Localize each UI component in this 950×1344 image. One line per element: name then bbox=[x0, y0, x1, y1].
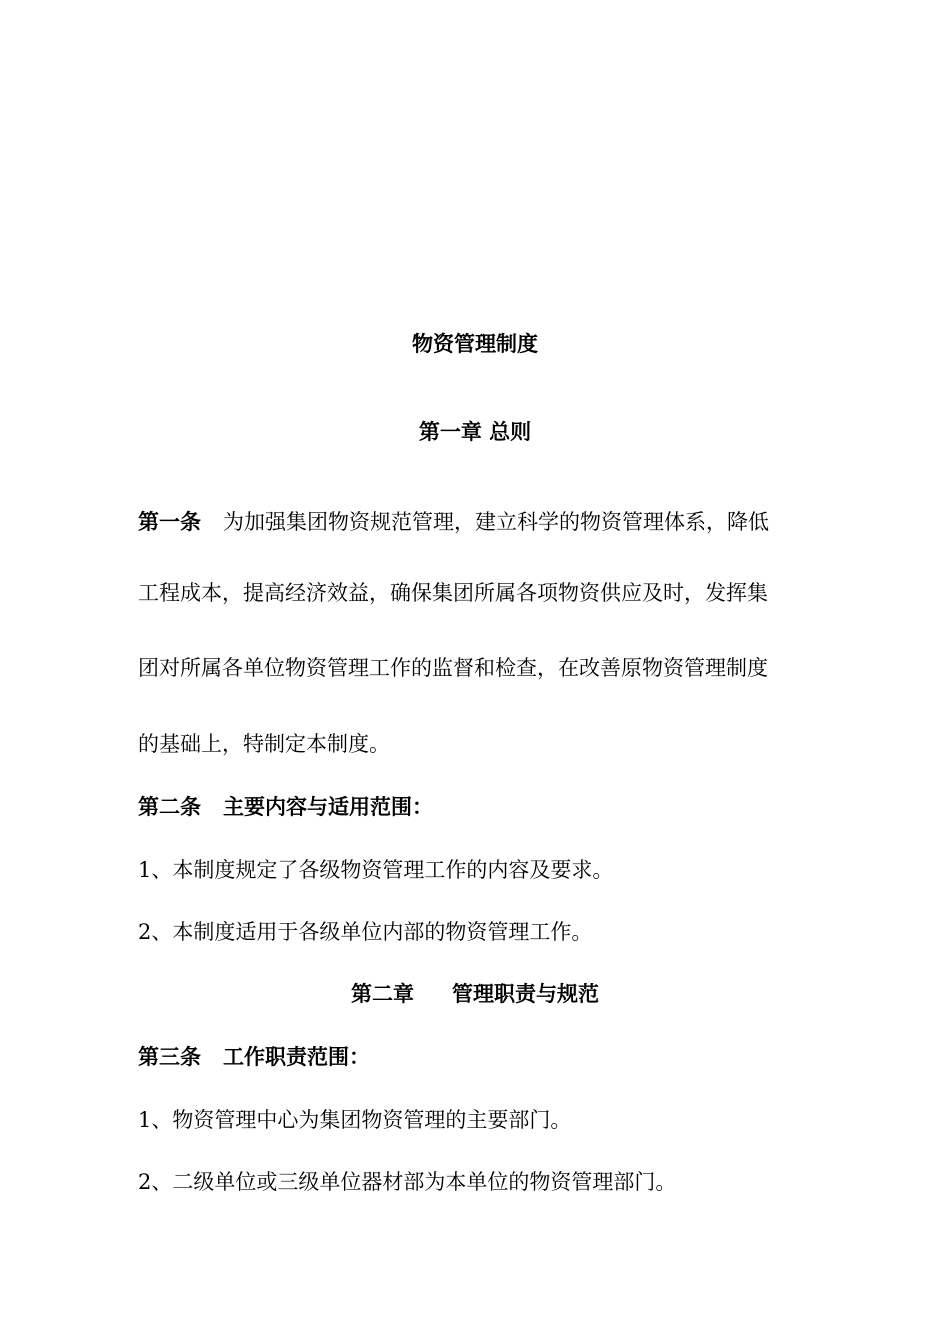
chapter-1-title: 总则 bbox=[489, 419, 532, 444]
article-3-label: 第三条 bbox=[138, 1044, 201, 1069]
article-1-line-3: 团对所属各单位物资管理工作的监督和检查，在改善原物资管理制度 bbox=[138, 656, 768, 680]
article-2-heading bbox=[138, 792, 818, 822]
chapter-2-heading bbox=[0, 979, 950, 1009]
article-2-title: 主要内容与适用范围： bbox=[223, 794, 433, 819]
article-2-item-1: 1、本制度规定了各级物资管理工作的内容及要求。 bbox=[138, 858, 614, 882]
article-2-label: 第二条 bbox=[138, 794, 201, 819]
article-3-item-1: 1、物资管理中心为集团物资管理的主要部门。 bbox=[138, 1108, 572, 1132]
chapter-2-title: 管理职责与规范 bbox=[452, 981, 599, 1006]
article-3-item-2: 2、二级单位或三级单位器材部为本单位的物资管理部门。 bbox=[138, 1170, 677, 1194]
document-title: 物资管理制度 bbox=[412, 331, 538, 356]
article-1-line-1 bbox=[138, 507, 818, 537]
article-3-title: 工作职责范围： bbox=[223, 1044, 370, 1069]
article-2-item-2: 2、本制度适用于各级单位内部的物资管理工作。 bbox=[138, 920, 593, 944]
chapter-1-heading bbox=[0, 417, 950, 447]
article-3-heading bbox=[138, 1042, 818, 1072]
article-1-text-1: 为加强集团物资规范管理，建立科学的物资管理体系，降低 bbox=[223, 510, 769, 534]
article-1-line-4: 的基础上，特制定本制度。 bbox=[138, 732, 390, 756]
chapter-2-number: 第二章 bbox=[351, 981, 414, 1006]
chapter-1-number: 第一章 bbox=[418, 419, 482, 444]
article-1-line-2: 工程成本，提高经济效益，确保集团所属各项物资供应及时，发挥集 bbox=[138, 581, 768, 605]
article-1-label: 第一条 bbox=[138, 509, 201, 534]
